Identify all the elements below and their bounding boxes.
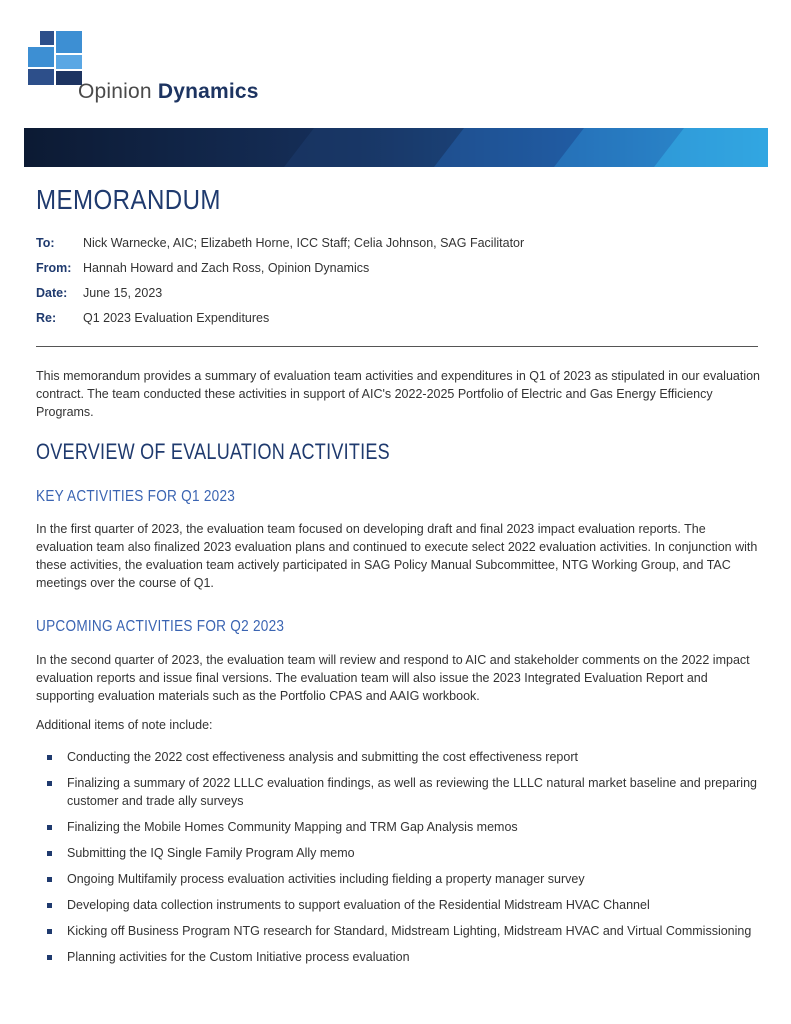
bullet-icon [47, 755, 52, 760]
to-value: Nick Warnecke, AIC; Elizabeth Horne, ICC Staff; Celia Johnson, SAG Facilitator [83, 236, 525, 250]
bullet-icon [47, 781, 52, 786]
list-item: Developing data collection instruments to support evaluation of the Residential Midstream HVAC Channel [44, 896, 760, 914]
to-row [36, 236, 524, 250]
list-item: Finalizing the Mobile Homes Community Mapping and TRM Gap Analysis memos [44, 818, 760, 836]
from-label: From: [36, 261, 72, 275]
bullet-icon [47, 903, 52, 908]
re-value: Q1 2023 Evaluation Expenditures [83, 311, 270, 325]
date-value: June 15, 2023 [83, 286, 163, 300]
divider [36, 346, 758, 347]
key-activities-heading: KEY ACTIVITIES FOR Q1 2023 [36, 488, 236, 505]
bullet-icon [47, 825, 52, 830]
re-label: Re: [36, 311, 57, 325]
upcoming-activities-paragraph: In the second quarter of 2023, the evaluation team will review and respond to AIC and stakeholder comments on the 2022 impact evaluation reports and issue final versions. The evaluation team will also issue the 2023 Integrated Evaluation Report and supporting evaluation materials such as the Portfolio CPAS and AAIG workbook. [36, 653, 750, 703]
list-item: Ongoing Multifamily process evaluation activities including fielding a property manager survey [44, 870, 760, 888]
list-item: Kicking off Business Program NTG research for Standard, Midstream Lighting, Midstream HVAC and Virtual Commissioning [44, 922, 760, 940]
date-row [36, 286, 162, 300]
company-name: Opinion Dynamics [78, 80, 259, 103]
from-value: Hannah Howard and Zach Ross, Opinion Dynamics [83, 261, 370, 275]
upcoming-activities-heading: UPCOMING ACTIVITIES FOR Q2 2023 [36, 618, 285, 635]
header-banner [24, 128, 768, 167]
list-item: Planning activities for the Custom Initiative process evaluation [44, 948, 760, 966]
bullet-icon [47, 955, 52, 960]
bullet-icon [47, 929, 52, 934]
key-activities-paragraph: In the first quarter of 2023, the evaluation team focused on developing draft and final 2023 impact evaluation reports. The evaluation team also finalized 2023 evaluation plans and continued to execute select 2022 evaluation activities. In conjunction with these activities, the evaluation team actively participated in SAG Policy Manual Subcommittee, NTG Working Group, and TAC meetings over the course of Q1. [36, 522, 758, 590]
list-item: Finalizing a summary of 2022 LLLC evaluation findings, as well as reviewing the LLLC natural market baseline and preparing customer and trade ally surveys [44, 774, 760, 810]
overview-heading: OVERVIEW OF EVALUATION ACTIVITIES [36, 439, 390, 464]
intro-paragraph: This memorandum provides a summary of evaluation team activities and expenditures in Q1 of 2023 as stipulated in our evaluation contract. The team conducted these activities in support of AIC's 2022-2025 Portfolio of Electric and Gas Energy Efficiency Programs. [36, 369, 760, 419]
bullet-icon [47, 877, 52, 882]
date-label: Date: [36, 286, 68, 300]
from-row [36, 261, 369, 275]
memo-title: MEMORANDUM [36, 184, 221, 215]
list-item: Submitting the IQ Single Family Program Ally memo [44, 844, 760, 862]
list-item: Conducting the 2022 cost effectiveness analysis and submitting the cost effectiveness report [44, 748, 760, 766]
to-label: To: [36, 236, 55, 250]
additional-items-list [44, 748, 760, 974]
re-row [36, 311, 269, 325]
additional-items-intro: Additional items of note include: [36, 718, 213, 732]
bullet-icon [47, 851, 52, 856]
